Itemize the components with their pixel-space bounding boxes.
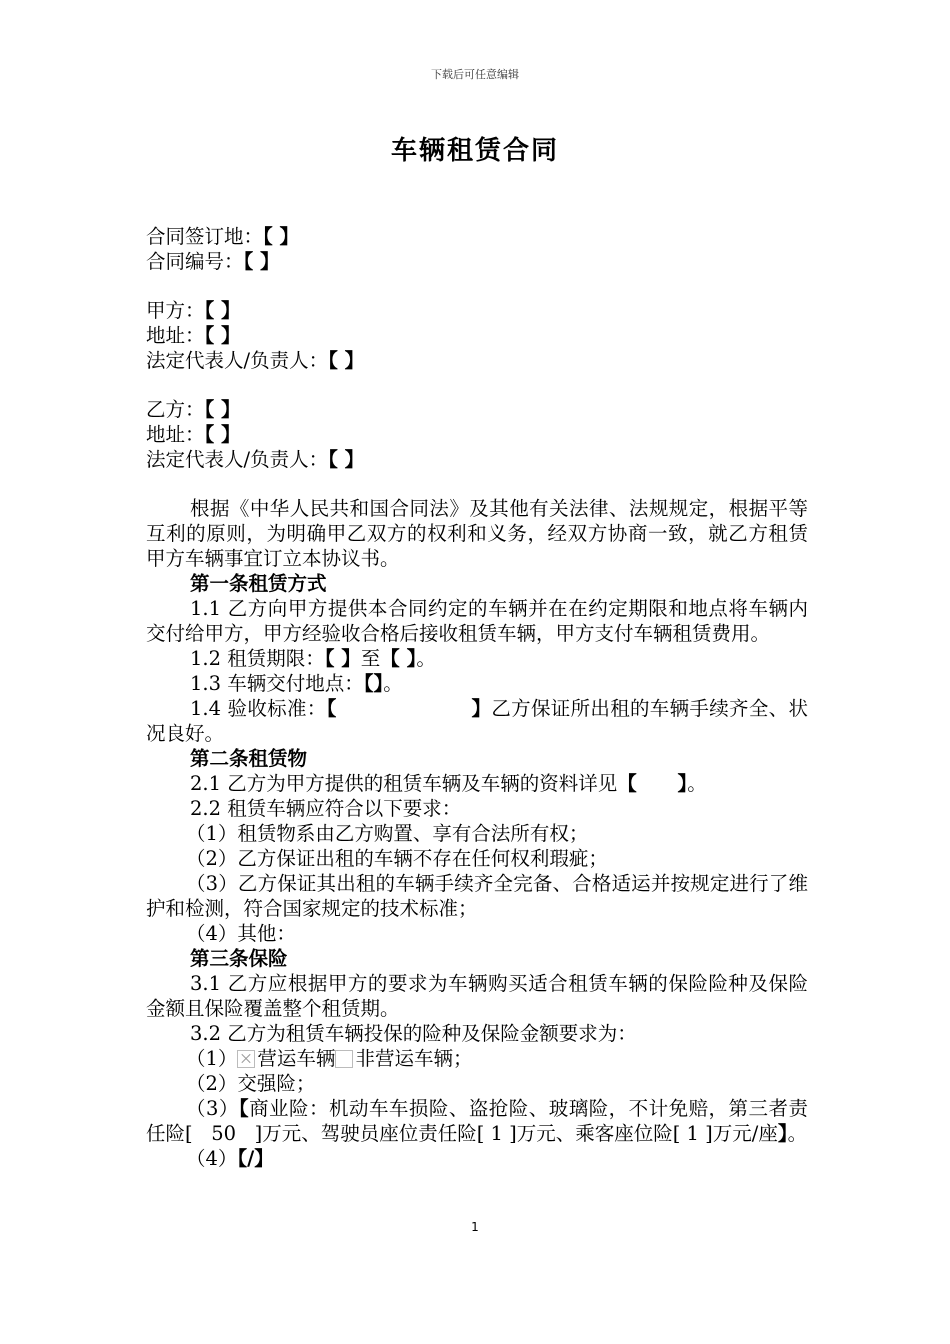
non-commercial-vehicle-option: 非营运车辆；: [355, 1047, 473, 1070]
requirement-2: （2）乙方保证出租的车辆不存在任何权利瑕疵；: [186, 847, 608, 870]
party-b-address-label: 地址：: [146, 423, 205, 446]
party-b-line: [146, 397, 808, 422]
party-a-address-label: 地址：: [146, 324, 205, 347]
delivery-place-field: 【】: [363, 672, 384, 695]
party-b-rep-line: [146, 447, 808, 472]
party-a-line: [146, 298, 808, 323]
document-title: 车辆租赁合同: [390, 136, 559, 166]
lease-to-text: 至: [360, 647, 381, 670]
insurance-item-4: [146, 1146, 808, 1171]
requirement-4: （4）其他：: [186, 922, 296, 945]
commercial-insurance-text: 商业险：机动车车损险、盗抢险、玻璃险，不计免赔，第三者责任险[ 50 ]万元、驾驶员座位责任险[ 1 ]万元、乘客座位险[ 1 ]万元/座: [146, 1097, 808, 1145]
unchecked-checkbox-icon[interactable]: [335, 1050, 353, 1068]
commercial-vehicle-option: 营运车辆: [257, 1047, 336, 1070]
clause-1-4: [146, 696, 808, 746]
acceptance-field: 【 】: [326, 697, 492, 720]
insurance-item-3: [146, 1096, 808, 1146]
party-b-address-line: [146, 422, 808, 447]
item-prefix: （3）: [186, 1097, 239, 1120]
period-mark: 。: [687, 772, 707, 795]
acceptance-text: 乙方保证所出租的车辆手续齐全、状况良好。: [146, 697, 808, 745]
other-insurance-field: 【/】: [237, 1147, 274, 1170]
party-b-field: 【 】: [204, 398, 241, 421]
party-a-rep-field: 【 】: [328, 349, 365, 372]
requirement-3: （3）乙方保证其出租的车辆手续齐全完备、合格适运并按规定进行了维护和检测，符合国家规定的技术标准；: [146, 872, 808, 920]
insurance-item-2: （2）交强险；: [186, 1072, 316, 1095]
clause-3-1: 3.1 乙方应根据甲方的要求为车辆购买适合租赁车辆的保险险种及保险金额且保险覆盖整个租赁期。: [146, 972, 808, 1020]
lease-start-field: 【 】: [324, 647, 361, 670]
intro-paragraph: 根据《中华人民共和国合同法》及其他有关法律、法规规定，根据平等互利的原则，为明确甲乙双方的权利和义务，经双方协商一致，就乙方租赁甲方车辆事宜订立本协议书。: [146, 497, 808, 570]
party-a-label: 甲方：: [146, 299, 205, 322]
article-2-heading: 第二条租赁物: [190, 747, 308, 770]
party-b-address-field: 【 】: [204, 423, 241, 446]
requirement-1: （1）租赁物系由乙方购置、享有合法所有权；: [186, 822, 589, 845]
sign-place-field: 【 】: [263, 225, 300, 248]
insurance-item-1: [146, 1046, 808, 1071]
party-a-field: 【 】: [204, 299, 241, 322]
lease-end-field: 【 】: [380, 647, 417, 670]
party-a-rep-line: [146, 348, 808, 373]
lease-term-label: 1.2 租赁期限：: [190, 647, 325, 670]
party-b-rep-label: 法定代表人/负责人：: [146, 448, 329, 471]
page-header-note: 下载后可任意编辑: [431, 68, 519, 81]
acceptance-label: 1.4 验收标准：: [190, 697, 327, 720]
contract-no-line: [146, 249, 808, 274]
party-a-address-field: 【 】: [204, 324, 241, 347]
page-number: 1: [471, 1220, 479, 1234]
clause-1-1: 1.1 乙方向甲方提供本合同约定的车辆并在在约定期限和地点将车辆内交付给甲方，甲方经验收合格后接收租赁车辆，甲方支付车辆租赁费用。: [146, 597, 808, 645]
party-b-label: 乙方：: [146, 398, 205, 421]
party-a-rep-label: 法定代表人/负责人：: [146, 349, 329, 372]
clause-1-3: [146, 671, 808, 696]
period-mark: 。: [383, 672, 403, 695]
bracket-close: 】: [777, 1122, 788, 1145]
sign-place-label: 合同签订地：: [146, 225, 264, 248]
checked-checkbox-icon[interactable]: [237, 1050, 255, 1068]
article-3-heading: 第三条保险: [190, 947, 288, 970]
vehicle-docs-text: 2.1 乙方为甲方提供的租赁车辆及车辆的资料详见: [190, 772, 618, 795]
period-mark: 。: [787, 1122, 808, 1145]
period-mark: 。: [416, 647, 436, 670]
article-1-heading: 第一条租赁方式: [190, 572, 327, 595]
sign-place-line: [146, 224, 808, 249]
clause-2-2: 2.2 租赁车辆应符合以下要求：: [190, 797, 462, 820]
clause-2-1: [146, 771, 808, 796]
item-prefix: （4）: [186, 1147, 238, 1170]
bracket-open: 【: [238, 1097, 250, 1120]
delivery-place-label: 1.3 车辆交付地点：: [190, 672, 364, 695]
item-prefix: （1）: [186, 1047, 238, 1070]
clause-3-2: 3.2 乙方为租赁车辆投保的险种及保险金额要求为：: [190, 1022, 637, 1045]
vehicle-docs-field: 【 】: [617, 772, 688, 795]
contract-no-label: 合同编号：: [146, 250, 244, 273]
document-body: [146, 224, 808, 1171]
party-b-rep-field: 【 】: [328, 448, 365, 471]
contract-no-field: 【 】: [243, 250, 280, 273]
party-a-address-line: [146, 323, 808, 348]
clause-1-2: [146, 646, 808, 671]
